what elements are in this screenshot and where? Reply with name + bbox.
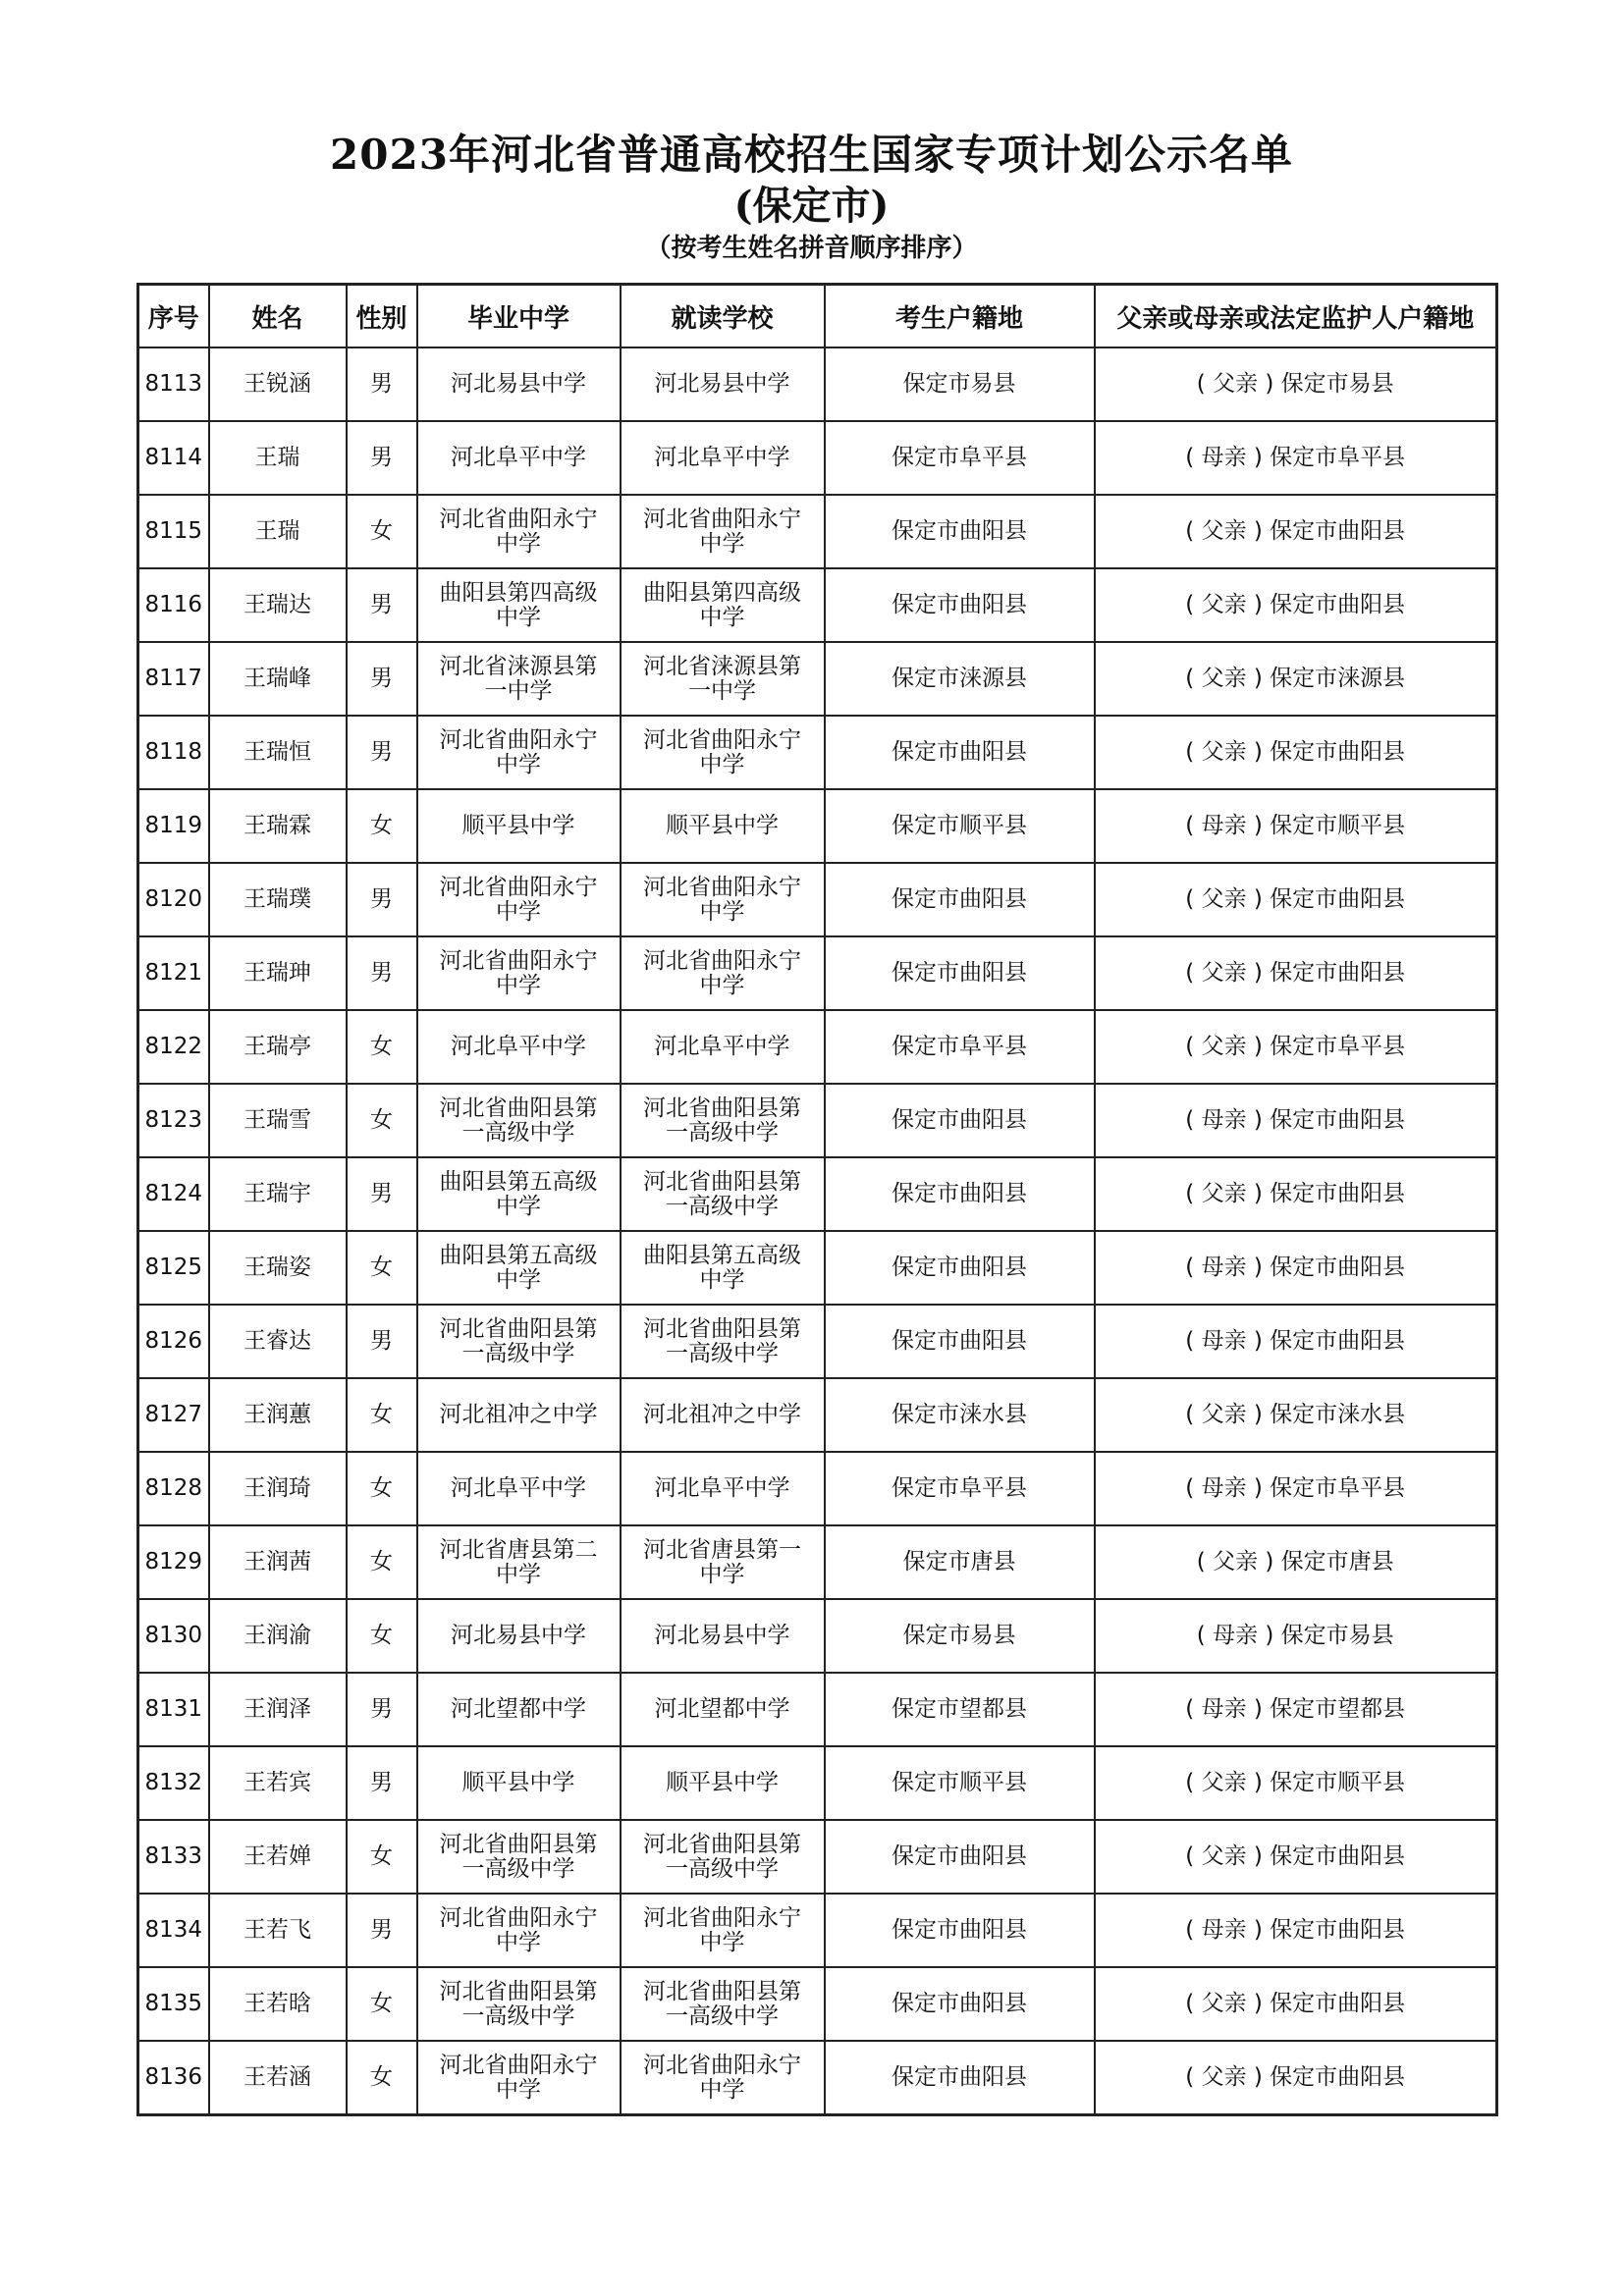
guardian-cell: ( 父亲 ) 保定市曲阳县 — [1095, 1967, 1497, 2041]
household-cell: 保定市曲阳县 — [825, 2041, 1095, 2115]
school-name: 河北省涞源县第一中学 — [439, 653, 598, 704]
seq-cell: 8132 — [138, 1746, 209, 1820]
guardian-cell: ( 母亲 ) 保定市望都县 — [1095, 1673, 1497, 1746]
table-row — [138, 1967, 1497, 2041]
guardian-cell: ( 父亲 ) 保定市易县 — [1095, 347, 1497, 421]
gender-cell: 女 — [347, 1525, 417, 1599]
household-cell: 保定市曲阳县 — [825, 495, 1095, 568]
school-name: 河北省曲阳永宁中学 — [643, 1904, 801, 1955]
school-name: 河北省涞源县第一中学 — [643, 653, 801, 704]
household-cell: 保定市曲阳县 — [825, 568, 1095, 642]
household-cell: 保定市曲阳县 — [825, 1084, 1095, 1157]
graduation-school-cell — [417, 1525, 621, 1599]
school-name: 顺平县中学 — [666, 813, 779, 838]
table-row — [138, 1157, 1497, 1231]
name-cell: 王瑞雪 — [209, 1084, 347, 1157]
school-name: 河北省曲阳县第一高级中学 — [643, 1831, 801, 1882]
school-name: 河北阜平中学 — [451, 445, 586, 470]
gender-cell: 男 — [347, 1673, 417, 1746]
roster-table — [136, 283, 1498, 2116]
current-school-cell — [621, 2041, 825, 2115]
name-cell: 王瑞宇 — [209, 1157, 347, 1231]
guardian-cell: ( 母亲 ) 保定市曲阳县 — [1095, 1305, 1497, 1378]
gender-cell: 男 — [347, 642, 417, 716]
guardian-cell: ( 父亲 ) 保定市曲阳县 — [1095, 495, 1497, 568]
name-cell: 王若飞 — [209, 1894, 347, 1967]
guardian-cell: ( 父亲 ) 保定市唐县 — [1095, 1525, 1497, 1599]
school-name: 河北省曲阳县第一高级中学 — [439, 1095, 598, 1146]
school-name: 河北易县中学 — [654, 371, 790, 397]
header-guardian-registration: 父亲或母亲或法定监护人户籍地 — [1095, 285, 1497, 348]
guardian-cell: ( 父亲 ) 保定市顺平县 — [1095, 1746, 1497, 1820]
table-row — [138, 1231, 1497, 1305]
household-cell: 保定市曲阳县 — [825, 1231, 1095, 1305]
school-name: 河北省曲阳县第一高级中学 — [643, 1978, 801, 2029]
table-row — [138, 421, 1497, 495]
current-school-cell — [621, 1525, 825, 1599]
table-row — [138, 716, 1497, 789]
current-school-cell — [621, 1967, 825, 2041]
school-name: 曲阳县第五高级中学 — [439, 1242, 598, 1293]
seq-cell: 8118 — [138, 716, 209, 789]
table-row — [138, 863, 1497, 936]
gender-cell: 女 — [347, 1599, 417, 1673]
graduation-school-cell — [417, 1820, 621, 1894]
school-name: 河北阜平中学 — [451, 1034, 586, 1059]
graduation-school-cell — [417, 421, 621, 495]
current-school-cell — [621, 789, 825, 863]
school-name: 河北省曲阳永宁中学 — [439, 947, 598, 998]
graduation-school-cell — [417, 936, 621, 1010]
current-school-cell — [621, 1231, 825, 1305]
graduation-school-cell — [417, 1010, 621, 1084]
school-name: 曲阳县第五高级中学 — [439, 1168, 598, 1219]
guardian-cell: ( 母亲 ) 保定市易县 — [1095, 1599, 1497, 1673]
school-name: 河北省曲阳永宁中学 — [439, 874, 598, 925]
seq-cell: 8133 — [138, 1820, 209, 1894]
gender-cell: 女 — [347, 495, 417, 568]
seq-cell: 8136 — [138, 2041, 209, 2115]
name-cell: 王润泽 — [209, 1673, 347, 1746]
seq-cell: 8135 — [138, 1967, 209, 2041]
gender-cell: 女 — [347, 1378, 417, 1452]
school-name: 河北阜平中学 — [654, 1034, 790, 1059]
guardian-cell: ( 父亲 ) 保定市曲阳县 — [1095, 2041, 1497, 2115]
guardian-cell: ( 父亲 ) 保定市涞源县 — [1095, 642, 1497, 716]
guardian-cell: ( 母亲 ) 保定市顺平县 — [1095, 789, 1497, 863]
household-cell: 保定市阜平县 — [825, 1452, 1095, 1525]
table-row — [138, 1452, 1497, 1525]
graduation-school-cell — [417, 1599, 621, 1673]
guardian-cell: ( 母亲 ) 保定市曲阳县 — [1095, 1084, 1497, 1157]
header-current-school: 就读学校 — [621, 285, 825, 348]
name-cell: 王若涵 — [209, 2041, 347, 2115]
school-name: 河北省唐县第二中学 — [439, 1536, 598, 1587]
gender-cell: 男 — [347, 936, 417, 1010]
name-cell: 王瑞峰 — [209, 642, 347, 716]
table-row — [138, 1820, 1497, 1894]
seq-cell: 8126 — [138, 1305, 209, 1378]
household-cell: 保定市涞源县 — [825, 642, 1095, 716]
current-school-cell — [621, 1157, 825, 1231]
document-subtitle: (保定市) — [733, 183, 890, 229]
current-school-cell — [621, 1746, 825, 1820]
seq-cell: 8114 — [138, 421, 209, 495]
sort-note: （按考生姓名拼音顺序排序） — [645, 234, 978, 263]
name-cell: 王瑞 — [209, 495, 347, 568]
current-school-cell — [621, 863, 825, 936]
name-cell: 王瑞 — [209, 421, 347, 495]
current-school-cell — [621, 716, 825, 789]
seq-cell: 8127 — [138, 1378, 209, 1452]
household-cell: 保定市曲阳县 — [825, 1820, 1095, 1894]
current-school-cell — [621, 1010, 825, 1084]
table-row — [138, 568, 1497, 642]
household-cell: 保定市唐县 — [825, 1525, 1095, 1599]
seq-cell: 8122 — [138, 1010, 209, 1084]
name-cell: 王瑞璞 — [209, 863, 347, 936]
household-cell: 保定市曲阳县 — [825, 1967, 1095, 2041]
gender-cell: 男 — [347, 347, 417, 421]
name-cell: 王若晗 — [209, 1967, 347, 2041]
seq-cell: 8119 — [138, 789, 209, 863]
name-cell: 王瑞霖 — [209, 789, 347, 863]
school-name: 河北省曲阳永宁中学 — [643, 726, 801, 777]
graduation-school-cell — [417, 642, 621, 716]
table-row — [138, 2041, 1497, 2115]
current-school-cell — [621, 1452, 825, 1525]
guardian-cell: ( 父亲 ) 保定市曲阳县 — [1095, 1157, 1497, 1231]
school-name: 河北望都中学 — [451, 1696, 586, 1722]
school-name: 河北省唐县第一中学 — [643, 1536, 801, 1587]
seq-cell: 8129 — [138, 1525, 209, 1599]
graduation-school-cell — [417, 1378, 621, 1452]
household-cell: 保定市顺平县 — [825, 789, 1095, 863]
school-name: 河北省曲阳永宁中学 — [643, 947, 801, 998]
school-name: 河北祖冲之中学 — [439, 1402, 598, 1427]
graduation-school-cell — [417, 568, 621, 642]
gender-cell: 男 — [347, 1894, 417, 1967]
school-name: 河北易县中学 — [451, 1623, 586, 1648]
gender-cell: 女 — [347, 2041, 417, 2115]
graduation-school-cell — [417, 1673, 621, 1746]
table-row — [138, 1010, 1497, 1084]
current-school-cell — [621, 1673, 825, 1746]
header-household-registration: 考生户籍地 — [825, 285, 1095, 348]
current-school-cell — [621, 1305, 825, 1378]
name-cell: 王瑞珅 — [209, 936, 347, 1010]
name-cell: 王润蕙 — [209, 1378, 347, 1452]
gender-cell: 男 — [347, 716, 417, 789]
gender-cell: 女 — [347, 1820, 417, 1894]
gender-cell: 男 — [347, 1305, 417, 1378]
household-cell: 保定市曲阳县 — [825, 936, 1095, 1010]
graduation-school-cell — [417, 1157, 621, 1231]
gender-cell: 女 — [347, 1452, 417, 1525]
current-school-cell — [621, 1820, 825, 1894]
school-name: 河北阜平中学 — [654, 445, 790, 470]
name-cell: 王瑞亭 — [209, 1010, 347, 1084]
school-name: 河北省曲阳县第一高级中学 — [439, 1831, 598, 1882]
name-cell: 王润渝 — [209, 1599, 347, 1673]
table-row — [138, 1525, 1497, 1599]
gender-cell: 女 — [347, 789, 417, 863]
seq-cell: 8130 — [138, 1599, 209, 1673]
current-school-cell — [621, 1378, 825, 1452]
graduation-school-cell — [417, 789, 621, 863]
guardian-cell: ( 父亲 ) 保定市曲阳县 — [1095, 568, 1497, 642]
household-cell: 保定市顺平县 — [825, 1746, 1095, 1820]
graduation-school-cell — [417, 716, 621, 789]
graduation-school-cell — [417, 1894, 621, 1967]
school-name: 河北易县中学 — [654, 1623, 790, 1648]
roster-body — [138, 347, 1497, 2115]
household-cell: 保定市阜平县 — [825, 421, 1095, 495]
name-cell: 王瑞恒 — [209, 716, 347, 789]
seq-cell: 8125 — [138, 1231, 209, 1305]
gender-cell: 男 — [347, 421, 417, 495]
table-row — [138, 642, 1497, 716]
seq-cell: 8124 — [138, 1157, 209, 1231]
gender-cell: 女 — [347, 1231, 417, 1305]
table-row — [138, 347, 1497, 421]
school-name: 河北省曲阳永宁中学 — [439, 726, 598, 777]
school-name: 河北省曲阳县第一高级中学 — [439, 1978, 598, 2029]
gender-cell: 男 — [347, 1746, 417, 1820]
household-cell: 保定市易县 — [825, 347, 1095, 421]
graduation-school-cell — [417, 1967, 621, 2041]
seq-cell: 8121 — [138, 936, 209, 1010]
school-name: 河北省曲阳县第一高级中学 — [643, 1095, 801, 1146]
school-name: 河北省曲阳永宁中学 — [643, 874, 801, 925]
name-cell: 王润琦 — [209, 1452, 347, 1525]
guardian-cell: ( 父亲 ) 保定市曲阳县 — [1095, 863, 1497, 936]
seq-cell: 8131 — [138, 1673, 209, 1746]
school-name: 河北省曲阳永宁中学 — [643, 2052, 801, 2103]
name-cell: 王若婵 — [209, 1820, 347, 1894]
current-school-cell — [621, 421, 825, 495]
name-cell: 王锐涵 — [209, 347, 347, 421]
graduation-school-cell — [417, 495, 621, 568]
header-graduation-school: 毕业中学 — [417, 285, 621, 348]
household-cell: 保定市曲阳县 — [825, 1894, 1095, 1967]
household-cell: 保定市曲阳县 — [825, 863, 1095, 936]
school-name: 顺平县中学 — [461, 813, 575, 838]
seq-cell: 8113 — [138, 347, 209, 421]
household-cell: 保定市曲阳县 — [825, 1305, 1095, 1378]
graduation-school-cell — [417, 1305, 621, 1378]
school-name: 河北阜平中学 — [654, 1475, 790, 1501]
current-school-cell — [621, 1084, 825, 1157]
graduation-school-cell — [417, 1084, 621, 1157]
gender-cell: 女 — [347, 1967, 417, 2041]
name-cell: 王润茜 — [209, 1525, 347, 1599]
table-row — [138, 789, 1497, 863]
current-school-cell — [621, 568, 825, 642]
graduation-school-cell — [417, 1452, 621, 1525]
current-school-cell — [621, 347, 825, 421]
school-name: 河北易县中学 — [451, 371, 586, 397]
school-name: 曲阳县第四高级中学 — [439, 579, 598, 630]
school-name: 河北阜平中学 — [451, 1475, 586, 1501]
gender-cell: 女 — [347, 1010, 417, 1084]
school-name: 曲阳县第四高级中学 — [643, 579, 801, 630]
household-cell: 保定市涞水县 — [825, 1378, 1095, 1452]
guardian-cell: ( 父亲 ) 保定市曲阳县 — [1095, 1820, 1497, 1894]
seq-cell: 8120 — [138, 863, 209, 936]
current-school-cell — [621, 1894, 825, 1967]
school-name: 河北省曲阳县第一高级中学 — [439, 1315, 598, 1366]
header-gender: 性别 — [347, 285, 417, 348]
table-row — [138, 1378, 1497, 1452]
graduation-school-cell — [417, 1746, 621, 1820]
table-row — [138, 1084, 1497, 1157]
guardian-cell: ( 父亲 ) 保定市阜平县 — [1095, 1010, 1497, 1084]
graduation-school-cell — [417, 863, 621, 936]
guardian-cell: ( 父亲 ) 保定市曲阳县 — [1095, 716, 1497, 789]
seq-cell: 8123 — [138, 1084, 209, 1157]
table-row — [138, 1599, 1497, 1673]
household-cell: 保定市阜平县 — [825, 1010, 1095, 1084]
current-school-cell — [621, 936, 825, 1010]
name-cell: 王若宾 — [209, 1746, 347, 1820]
school-name: 河北省曲阳永宁中学 — [439, 2052, 598, 2103]
school-name: 河北省曲阳永宁中学 — [439, 1904, 598, 1955]
table-row — [138, 1746, 1497, 1820]
graduation-school-cell — [417, 1231, 621, 1305]
household-cell: 保定市易县 — [825, 1599, 1095, 1673]
seq-cell: 8115 — [138, 495, 209, 568]
school-name: 河北省曲阳县第一高级中学 — [643, 1168, 801, 1219]
gender-cell: 男 — [347, 863, 417, 936]
school-name: 河北望都中学 — [654, 1696, 790, 1722]
header-seq: 序号 — [138, 285, 209, 348]
school-name: 河北省曲阳永宁中学 — [439, 506, 598, 557]
guardian-cell: ( 父亲 ) 保定市涞水县 — [1095, 1378, 1497, 1452]
household-cell: 保定市望都县 — [825, 1673, 1095, 1746]
table-row — [138, 1673, 1497, 1746]
guardian-cell: ( 母亲 ) 保定市阜平县 — [1095, 1452, 1497, 1525]
graduation-school-cell — [417, 2041, 621, 2115]
school-name: 河北省曲阳永宁中学 — [643, 506, 801, 557]
table-row — [138, 936, 1497, 1010]
school-name: 顺平县中学 — [461, 1770, 575, 1795]
guardian-cell: ( 母亲 ) 保定市阜平县 — [1095, 421, 1497, 495]
name-cell: 王睿达 — [209, 1305, 347, 1378]
guardian-cell: ( 母亲 ) 保定市曲阳县 — [1095, 1231, 1497, 1305]
current-school-cell — [621, 642, 825, 716]
gender-cell: 女 — [347, 1084, 417, 1157]
current-school-cell — [621, 1599, 825, 1673]
guardian-cell: ( 母亲 ) 保定市曲阳县 — [1095, 1894, 1497, 1967]
name-cell: 王瑞姿 — [209, 1231, 347, 1305]
table-row — [138, 1894, 1497, 1967]
current-school-cell — [621, 495, 825, 568]
header-row — [138, 285, 1497, 348]
name-cell: 王瑞达 — [209, 568, 347, 642]
gender-cell: 男 — [347, 568, 417, 642]
document-title: 2023年河北省普通高校招生国家专项计划公示名单 — [330, 131, 1293, 179]
school-name: 河北祖冲之中学 — [643, 1402, 801, 1427]
seq-cell: 8117 — [138, 642, 209, 716]
seq-cell: 8116 — [138, 568, 209, 642]
graduation-school-cell — [417, 347, 621, 421]
household-cell: 保定市曲阳县 — [825, 1157, 1095, 1231]
seq-cell: 8128 — [138, 1452, 209, 1525]
header-name: 姓名 — [209, 285, 347, 348]
gender-cell: 男 — [347, 1157, 417, 1231]
household-cell: 保定市曲阳县 — [825, 716, 1095, 789]
school-name: 河北省曲阳县第一高级中学 — [643, 1315, 801, 1366]
table-row — [138, 495, 1497, 568]
table-row — [138, 1305, 1497, 1378]
seq-cell: 8134 — [138, 1894, 209, 1967]
school-name: 曲阳县第五高级中学 — [643, 1242, 801, 1293]
guardian-cell: ( 父亲 ) 保定市曲阳县 — [1095, 936, 1497, 1010]
school-name: 顺平县中学 — [666, 1770, 779, 1795]
